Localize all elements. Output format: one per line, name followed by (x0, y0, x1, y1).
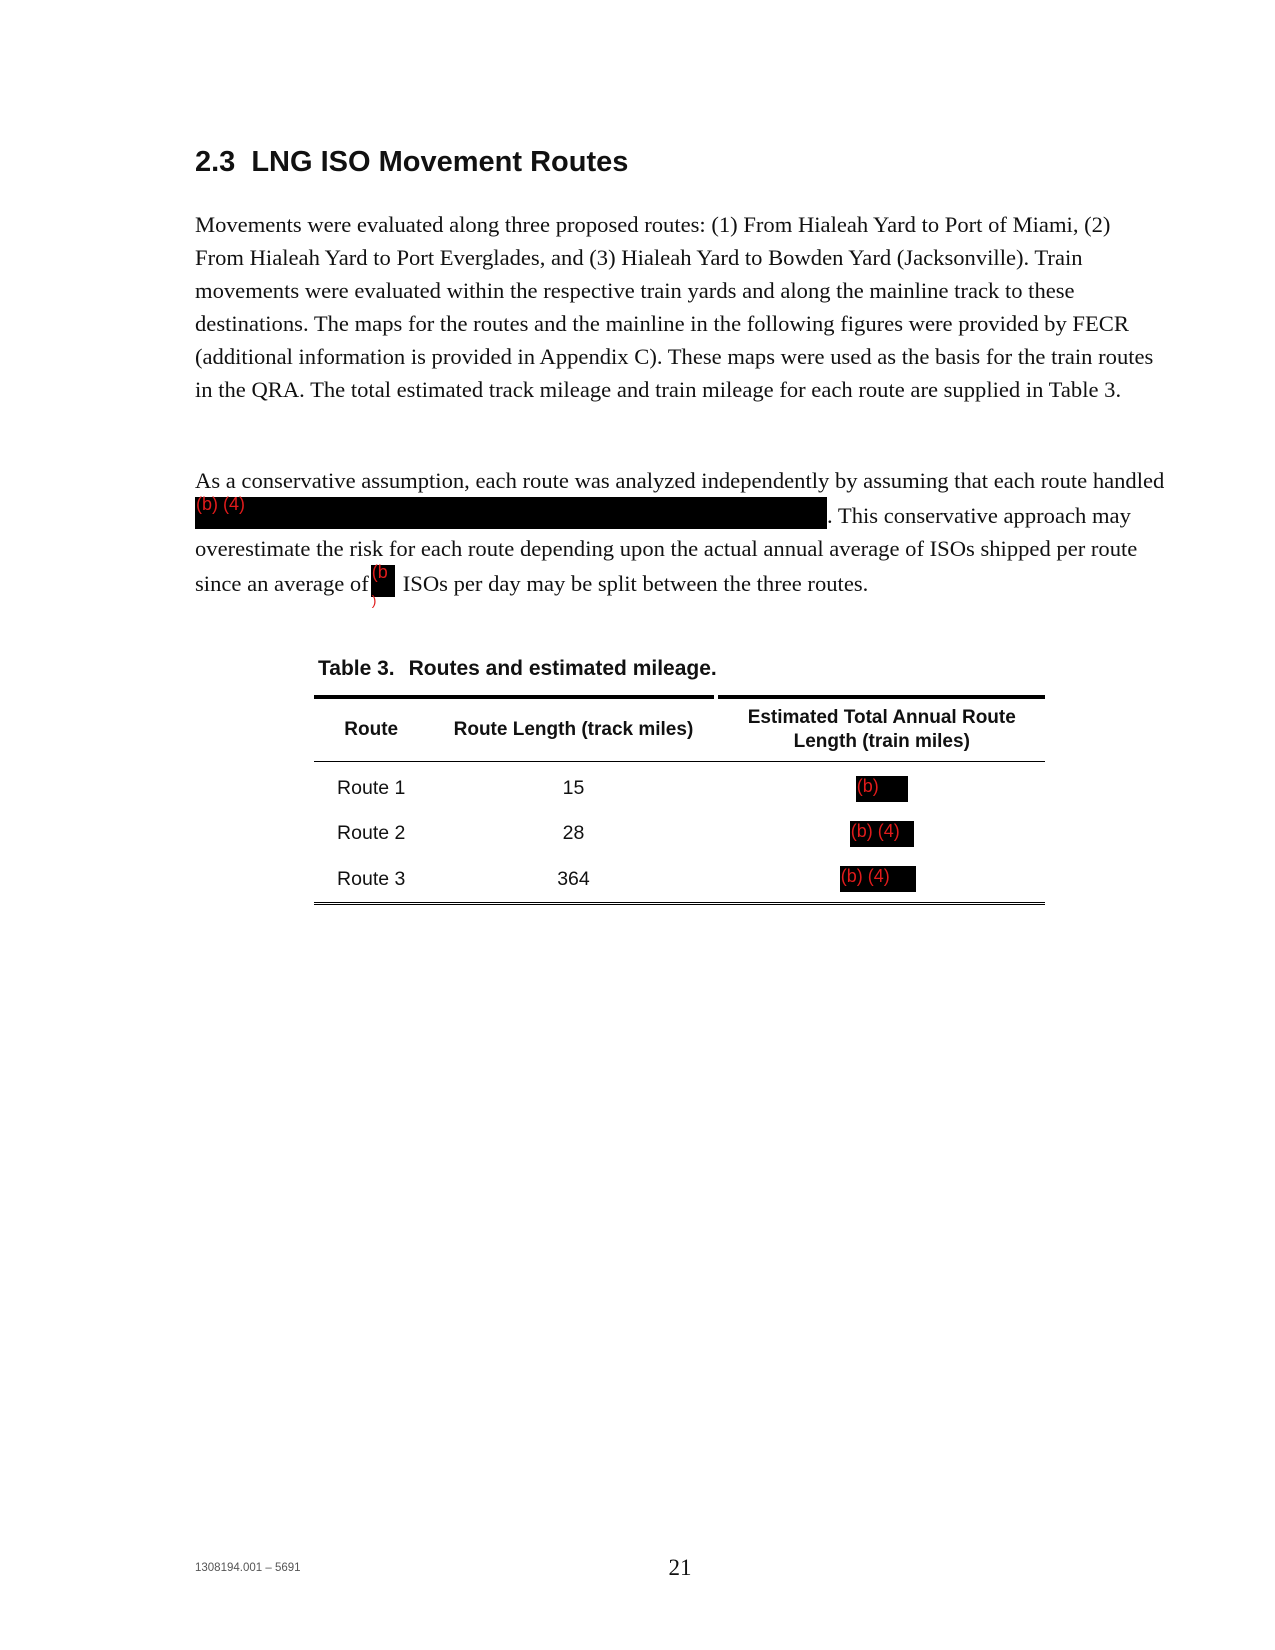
cell-route: Route 2 (337, 822, 406, 844)
section-number: 2.3 (195, 146, 236, 178)
redaction-box (856, 776, 908, 802)
cell-length: 364 (428, 856, 718, 904)
cell-annual (719, 856, 1045, 904)
cell-annual (719, 811, 1045, 856)
header-route: Route (314, 699, 428, 762)
paragraph-assumption-part3: ISOs per day may be split between the three routes. (402, 571, 869, 596)
table-row (314, 856, 1045, 904)
redaction-label-small-tail: ) (371, 592, 377, 608)
cell-annual (719, 762, 1045, 812)
table-caption-number: Table 3. (318, 657, 395, 680)
table-row (314, 811, 1045, 856)
section-title: LNG ISO Movement Routes (251, 146, 629, 178)
cell-length: 15 (562, 777, 585, 799)
redaction-label: (b) (4) (196, 494, 245, 514)
table-header-row (314, 699, 1045, 762)
redaction-box (195, 494, 827, 529)
redaction-label: (b) (856, 775, 879, 796)
table-caption-title: Routes and estimated mileage. (408, 657, 717, 680)
cell-route: Route 1 (337, 777, 406, 799)
redaction-box (850, 821, 914, 847)
redaction-label-small: (b (371, 562, 388, 582)
paragraph-assumption (195, 464, 1165, 608)
paragraph-assumption-part1: As a conservative assumption, each route was analyzed independently by assuming that each route handled (195, 468, 1165, 493)
header-annual-length: Estimated Total Annual Route Length (train miles) (719, 699, 1045, 762)
redaction-label: (b) (4) (840, 866, 890, 886)
redaction-box (840, 866, 916, 892)
routes-table (314, 699, 1045, 905)
redaction-label: (b) (4) (850, 820, 900, 841)
document-id: 1308194.001 – 5691 (195, 1562, 301, 1574)
header-route-length: Route Length (track miles) (428, 699, 718, 762)
cell-length: 28 (562, 822, 585, 844)
section-heading (195, 146, 628, 179)
paragraph-assumption-part2: . This conservative approach may overestimate the risk for each route depending upon the actual annual average of ISOs shipped per route since an average of (195, 503, 1138, 596)
table-caption (318, 657, 717, 681)
cell-route: Route 3 (314, 856, 428, 904)
page-number: 21 (668, 1555, 692, 1580)
table-row (314, 762, 1045, 812)
redaction-box-small (371, 562, 395, 608)
paragraph-routes: Movements were evaluated along three proposed routes: (1) From Hialeah Yard to Port of Miami, (2) From Hialeah Yard to Port Everglades, and (3) Hialeah Yard to Bowden Yard (Jacksonville). Train movements were evaluated within the respective train yards and along the mainline track to these destinations. The maps for the routes and the mainline in the following figures were provided by FECR (additional information is provided in Appendix C). These maps were used as the basis for the train routes in the QRA. The total estimated track mileage and train mileage for each route are supplied in Table 3. (195, 212, 1154, 402)
